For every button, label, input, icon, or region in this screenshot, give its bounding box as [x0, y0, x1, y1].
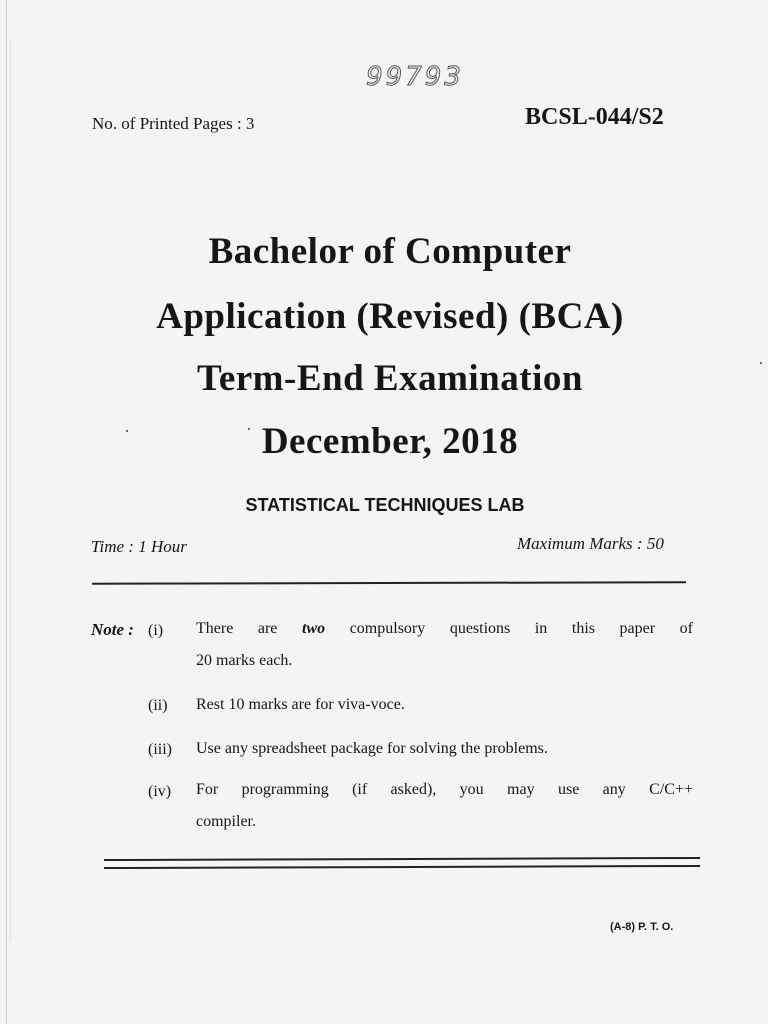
- note-item-text: compiler.: [196, 813, 256, 830]
- exam-duration: Time : 1 Hour: [91, 537, 187, 556]
- note-label: Note :: [91, 620, 134, 639]
- note-item-number: (ii): [148, 697, 168, 714]
- note-item-text: There are two compulsory questions in this paper of: [196, 620, 693, 637]
- scan-speck: [760, 362, 762, 364]
- title-line-3: Term-End Examination: [197, 358, 583, 399]
- printed-pages-count: No. of Printed Pages : 3: [92, 114, 255, 133]
- scan-speck: [248, 428, 250, 430]
- serial-number-stamp: 99793: [366, 62, 464, 92]
- emphasis-word: two: [302, 620, 326, 637]
- note-item-number: (iv): [148, 783, 172, 800]
- footer-divider-bottom: [104, 865, 700, 869]
- page-footer: (A-8) P. T. O.: [610, 921, 674, 933]
- subject-title: STATISTICAL TECHNIQUES LAB: [245, 495, 525, 515]
- note-item-text: Rest 10 marks are for viva-voce.: [196, 696, 405, 713]
- note-item-text: For programming (if asked), you may use any C/C++: [196, 781, 693, 798]
- scan-speck: [126, 430, 128, 432]
- note-item-number: (i): [148, 622, 164, 639]
- note-item-text: Use any spreadsheet package for solving the problems.: [196, 740, 548, 757]
- note-item-number: (iii): [148, 741, 172, 758]
- title-line-1: Bachelor of Computer: [208, 231, 572, 272]
- title-line-4: December, 2018: [261, 421, 519, 462]
- footer-divider-top: [104, 857, 700, 861]
- page-edge-shadow: [10, 40, 11, 940]
- title-line-2: Application (Revised) (BCA): [156, 296, 624, 337]
- header-divider: [92, 581, 686, 585]
- note-item-text: 20 marks each.: [196, 652, 293, 669]
- maximum-marks: Maximum Marks : 50: [517, 534, 664, 553]
- course-code: BCSL-044/S2: [525, 104, 664, 130]
